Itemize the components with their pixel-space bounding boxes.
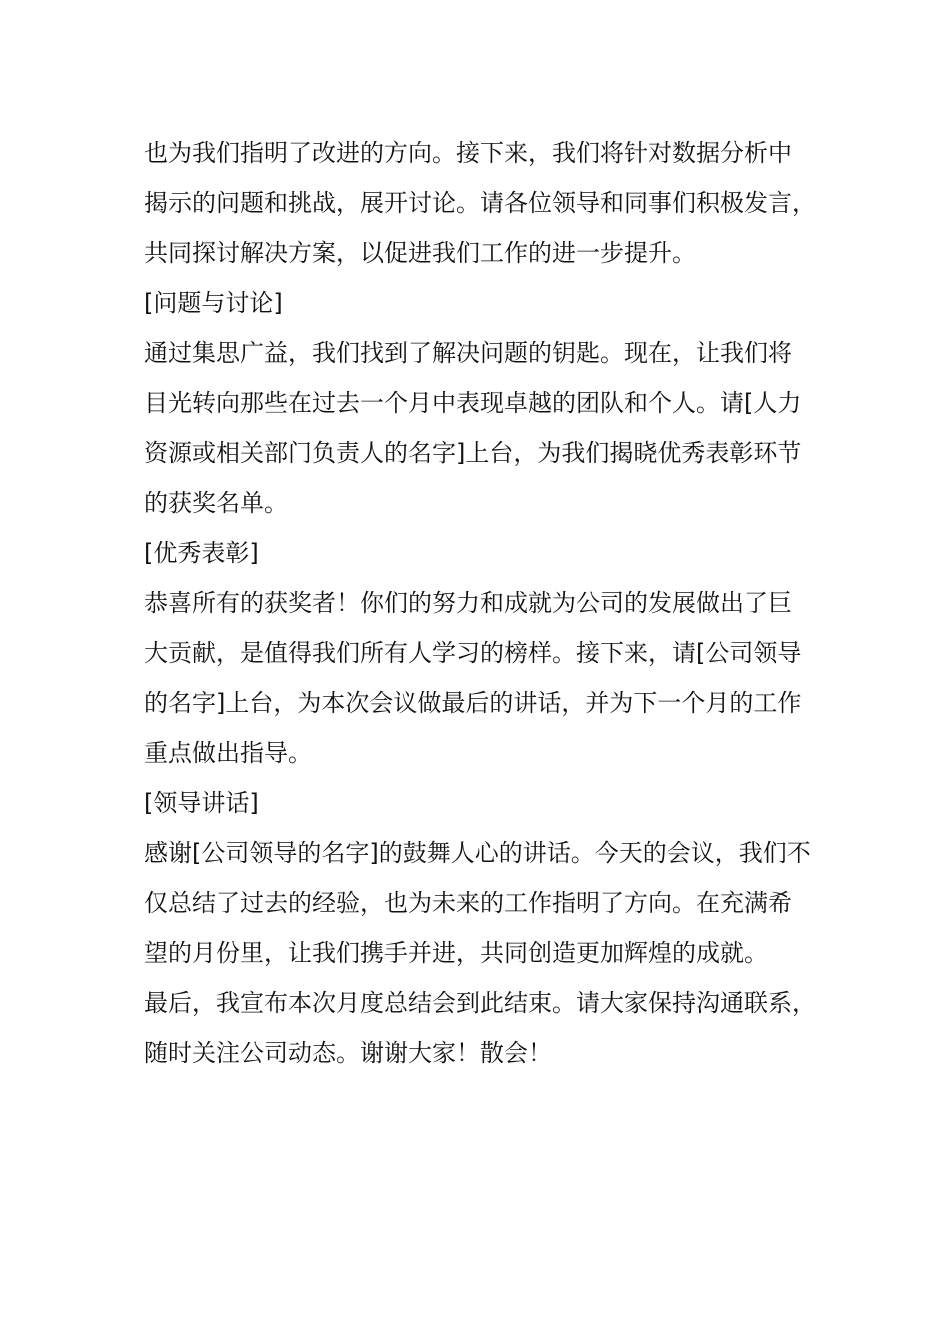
text-line: 重点做出指导。 — [144, 739, 312, 767]
text-line: 资源或相关部门负责人的名字]上台，为我们揭晓优秀表彰环节 — [144, 439, 802, 467]
section-heading-awards: [优秀表彰] — [144, 539, 259, 567]
text-line: 恭喜所有的获奖者！你们的努力和成就为公司的发展做出了巨 — [144, 589, 792, 617]
text-line: 随时关注公司动态。谢谢大家！散会！ — [144, 1039, 552, 1067]
text-line: 目光转向那些在过去一个月中表现卓越的团队和个人。请[人力 — [144, 389, 802, 417]
text-line: 的获奖名单。 — [144, 489, 288, 517]
text-line: 感谢[公司领导的名字]的鼓舞人心的讲话。今天的会议，我们不 — [144, 839, 811, 867]
text-line: 望的月份里，让我们携手并进，共同创造更加辉煌的成就。 — [144, 939, 768, 967]
text-line: 通过集思广益，我们找到了解决问题的钥匙。现在，让我们将 — [144, 339, 792, 367]
text-line: 大贡献，是值得我们所有人学习的榜样。接下来，请[公司领导 — [144, 639, 802, 667]
text-line: 共同探讨解决方案，以促进我们工作的进一步提升。 — [144, 239, 696, 267]
text-line: 仅总结了过去的经验，也为未来的工作指明了方向。在充满希 — [144, 889, 792, 917]
section-heading-leader-speech: [领导讲话] — [144, 789, 259, 817]
section-heading-discussion: [问题与讨论] — [144, 289, 283, 317]
text-line: 也为我们指明了改进的方向。接下来，我们将针对数据分析中 — [144, 139, 792, 167]
text-line: 揭示的问题和挑战，展开讨论。请各位领导和同事们积极发言， — [144, 189, 816, 217]
document-body — [144, 128, 834, 1078]
text-line: 最后，我宣布本次月度总结会到此结束。请大家保持沟通联系， — [144, 989, 816, 1017]
text-line: 的名字]上台，为本次会议做最后的讲话，并为下一个月的工作 — [144, 689, 802, 717]
